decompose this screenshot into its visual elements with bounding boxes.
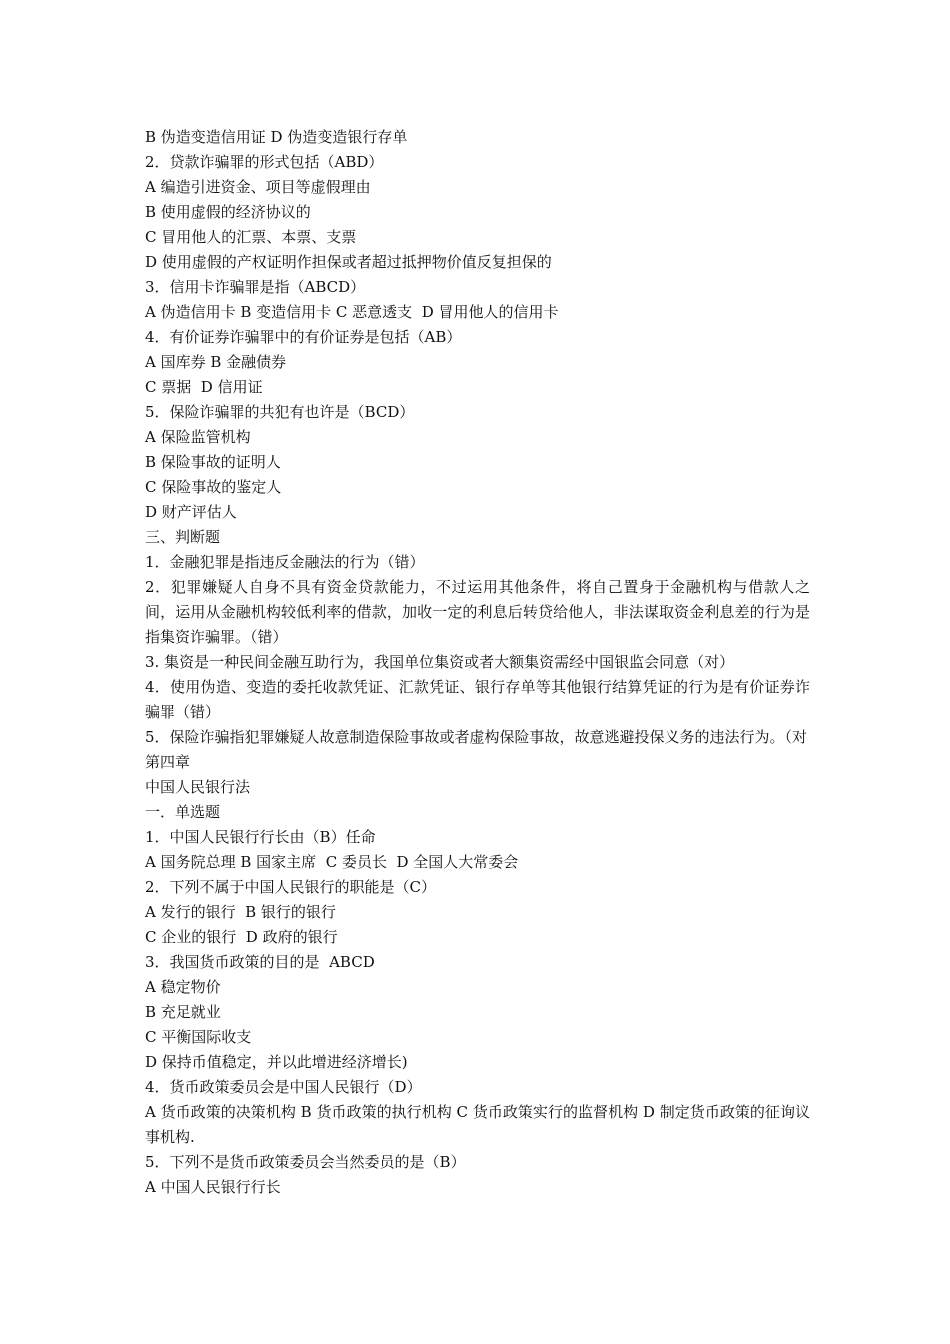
question-line: 1．金融犯罪是指违反金融法的行为（错） [145, 553, 425, 571]
option-line: C 票据 D 信用证 [145, 378, 263, 396]
chapter-heading: 第四章 [145, 753, 191, 771]
question-line: 3．我国货币政策的目的是 ABCD [145, 953, 375, 971]
section-heading: 一．单选题 [145, 803, 221, 821]
question-line: 2．贷款诈骗罪的形式包括（ABD） [145, 153, 384, 171]
option-line: B 充足就业 [145, 1003, 221, 1021]
question-paragraph: 4．使用伪造、变造的委托收款凭证、汇款凭证、银行存单等其他银行结算凭证的行为是有价证券诈骗罪（错） [145, 678, 810, 721]
option-line: C 冒用他人的汇票、本票、支票 [145, 228, 357, 246]
option-line: B 保险事故的证明人 [145, 453, 281, 471]
option-line: A 保险监管机构 [145, 428, 251, 446]
option-paragraph: A 货币政策的决策机构 B 货币政策的执行机构 C 货币政策实行的监督机构 D 制定货币政策的征询议事机构. [145, 1103, 810, 1146]
option-line: C 平衡国际收支 [145, 1028, 252, 1046]
option-line: C 企业的银行 D 政府的银行 [145, 928, 338, 946]
option-line: A 国务院总理 B 国家主席 C 委员长 D 全国人大常委会 [145, 853, 519, 871]
option-line: D 使用虚假的产权证明作担保或者超过抵押物价值反复担保的 [145, 253, 552, 271]
question-paragraph: 5．保险诈骗指犯罪嫌疑人故意制造保险事故或者虚构保险事故，故意逃避投保义务的违法行为。（对 [145, 728, 808, 746]
option-line: A 发行的银行 B 银行的银行 [145, 903, 336, 921]
option-line: B 使用虚假的经济协议的 [145, 203, 311, 221]
document-body [145, 125, 810, 1200]
option-line: A 中国人民银行行长 [145, 1178, 281, 1196]
option-line: A 国库券 B 金融债券 [145, 353, 287, 371]
question-line: 4．有价证券诈骗罪中的有价证券是包括（AB） [145, 328, 462, 346]
question-line: 3．信用卡诈骗罪是指（ABCD） [145, 278, 366, 296]
option-line: A 编造引进资金、项目等虚假理由 [145, 178, 371, 196]
question-line: 3. 集资是一种民间金融互助行为，我国单位集资或者大额集资需经中国银监会同意（对） [145, 653, 735, 671]
question-line: 1．中国人民银行行长由（B）任命 [145, 828, 376, 846]
option-line: D 财产评估人 [145, 503, 237, 521]
question-line: 5．保险诈骗罪的共犯有也许是（BCD） [145, 403, 415, 421]
text-line: B 伪造变造信用证 D 伪造变造银行存单 [145, 128, 408, 146]
chapter-title: 中国人民银行法 [145, 778, 251, 796]
option-line: A 稳定物价 [145, 978, 221, 996]
question-line: 5．下列不是货币政策委员会当然委员的是（B） [145, 1153, 466, 1171]
question-line: 4．货币政策委员会是中国人民银行（D） [145, 1078, 422, 1096]
option-line: D 保持币值稳定，并以此增进经济增长) [145, 1053, 408, 1071]
section-heading: 三、判断题 [145, 528, 221, 546]
question-paragraph: 2．犯罪嫌疑人自身不具有资金贷款能力，不过运用其他条件，将自己置身于金融机构与借款人之间，运用从金融机构较低利率的借款，加收一定的利息后转贷给他人，非法谋取资金利息差的行为是指集资诈骗罪。（错） [145, 578, 810, 646]
option-line: A 伪造信用卡 B 变造信用卡 C 恶意透支 D 冒用他人的信用卡 [145, 303, 559, 321]
question-line: 2．下列不属于中国人民银行的职能是（C） [145, 878, 437, 896]
option-line: C 保险事故的鉴定人 [145, 478, 282, 496]
